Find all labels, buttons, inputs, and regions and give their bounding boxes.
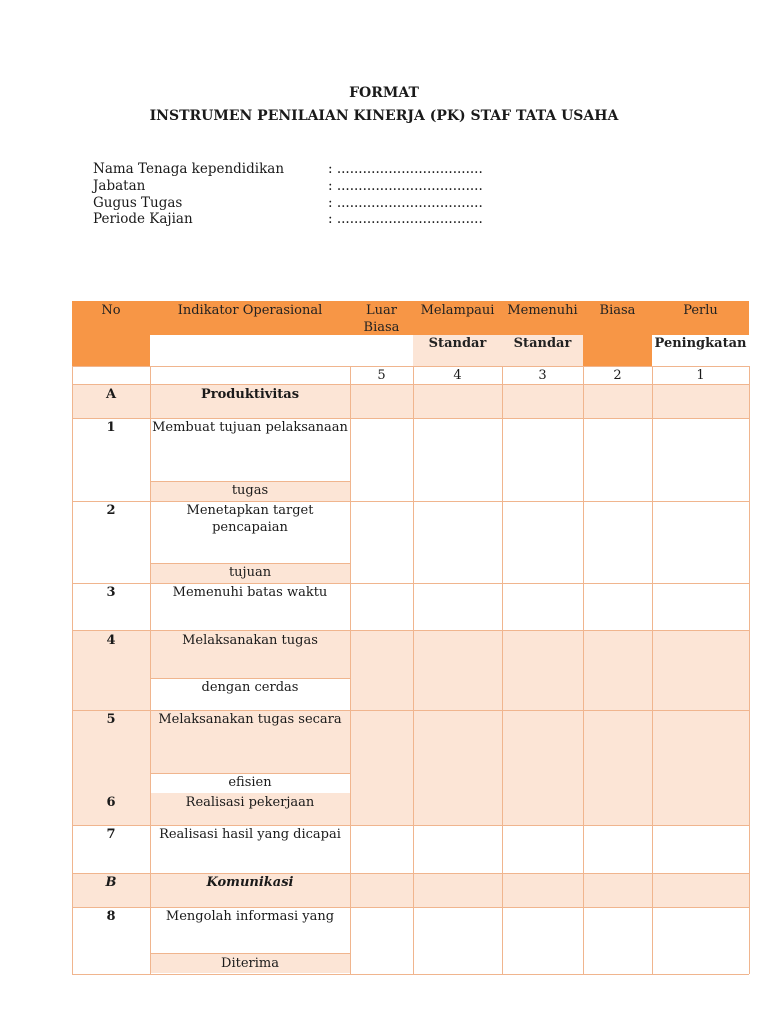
header-melampaui: Melampaui xyxy=(420,303,495,318)
row-1-no: 1 xyxy=(106,420,116,435)
row-5-text: Melaksanakan tugas secara xyxy=(158,712,342,727)
field-value[interactable]: : .................................. xyxy=(328,195,483,211)
section-a-title: Produktivitas xyxy=(200,387,300,402)
field-value[interactable]: : .................................. xyxy=(328,211,483,227)
field-label: Jabatan xyxy=(93,178,146,194)
row-1-text-cont: tugas xyxy=(231,483,269,498)
row-1-text: Membuat tujuan pelaksanaan xyxy=(152,420,348,435)
header-standar-4: Standar xyxy=(428,336,487,351)
row-4-text: Melaksanakan tugas xyxy=(182,633,318,648)
field-value[interactable]: : .................................. xyxy=(328,178,483,194)
field-value[interactable]: : .................................. xyxy=(328,161,483,177)
score-1: 1 xyxy=(696,368,705,383)
row-4-text-cont: dengan cerdas xyxy=(201,680,299,695)
row-5-no: 5 xyxy=(106,712,116,727)
score-4: 4 xyxy=(453,368,462,383)
header-no: No xyxy=(101,303,121,318)
row-7-text: Realisasi hasil yang dicapai xyxy=(159,827,341,842)
row-4-no: 4 xyxy=(106,633,116,648)
header-perlu: Perlu xyxy=(683,303,718,318)
section-b-title: Komunikasi xyxy=(206,875,294,890)
field-label: Periode Kajian xyxy=(93,211,193,227)
score-2: 2 xyxy=(613,368,622,383)
row-6-no: 6 xyxy=(106,795,116,810)
field-label: Nama Tenaga kependidikan xyxy=(93,161,285,177)
document-title: FORMAT xyxy=(349,85,419,101)
header-luar: Luar xyxy=(366,303,397,318)
row-3-no: 3 xyxy=(106,585,116,600)
row-2-text-cont: tujuan xyxy=(228,565,272,580)
row-8-no: 8 xyxy=(106,909,116,924)
field-label: Gugus Tugas xyxy=(93,195,183,211)
section-b-id: B xyxy=(105,875,117,890)
row-2-text: Menetapkan target xyxy=(186,503,314,518)
header-biasa: Biasa xyxy=(599,303,636,318)
header-peningkatan: Peningkatan xyxy=(654,336,747,351)
row-2-no: 2 xyxy=(106,503,116,518)
row-8-text-cont: Diterima xyxy=(221,956,279,971)
score-5: 5 xyxy=(377,368,386,383)
header-memenuhi: Memenuhi xyxy=(507,303,578,318)
section-a-id: A xyxy=(105,387,117,402)
header-standar-3: Standar xyxy=(513,336,572,351)
document-subtitle: INSTRUMEN PENILAIAN KINERJA (PK) STAF TATA USAHA xyxy=(149,108,619,124)
header-biasa-sub: Biasa xyxy=(363,320,400,335)
row-5-text-cont: efisien xyxy=(228,775,272,790)
row-2-text-b: pencapaian xyxy=(212,520,288,535)
header-indikator: Indikator Operasional xyxy=(177,303,323,318)
row-7-no: 7 xyxy=(106,827,116,842)
header-white-cell xyxy=(350,335,413,366)
row-6-text: Realisasi pekerjaan xyxy=(185,795,315,810)
score-3: 3 xyxy=(538,368,547,383)
header-white-cell xyxy=(150,335,350,366)
row-3-text: Memenuhi batas waktu xyxy=(172,585,328,600)
row-8-text: Mengolah informasi yang xyxy=(165,909,335,924)
